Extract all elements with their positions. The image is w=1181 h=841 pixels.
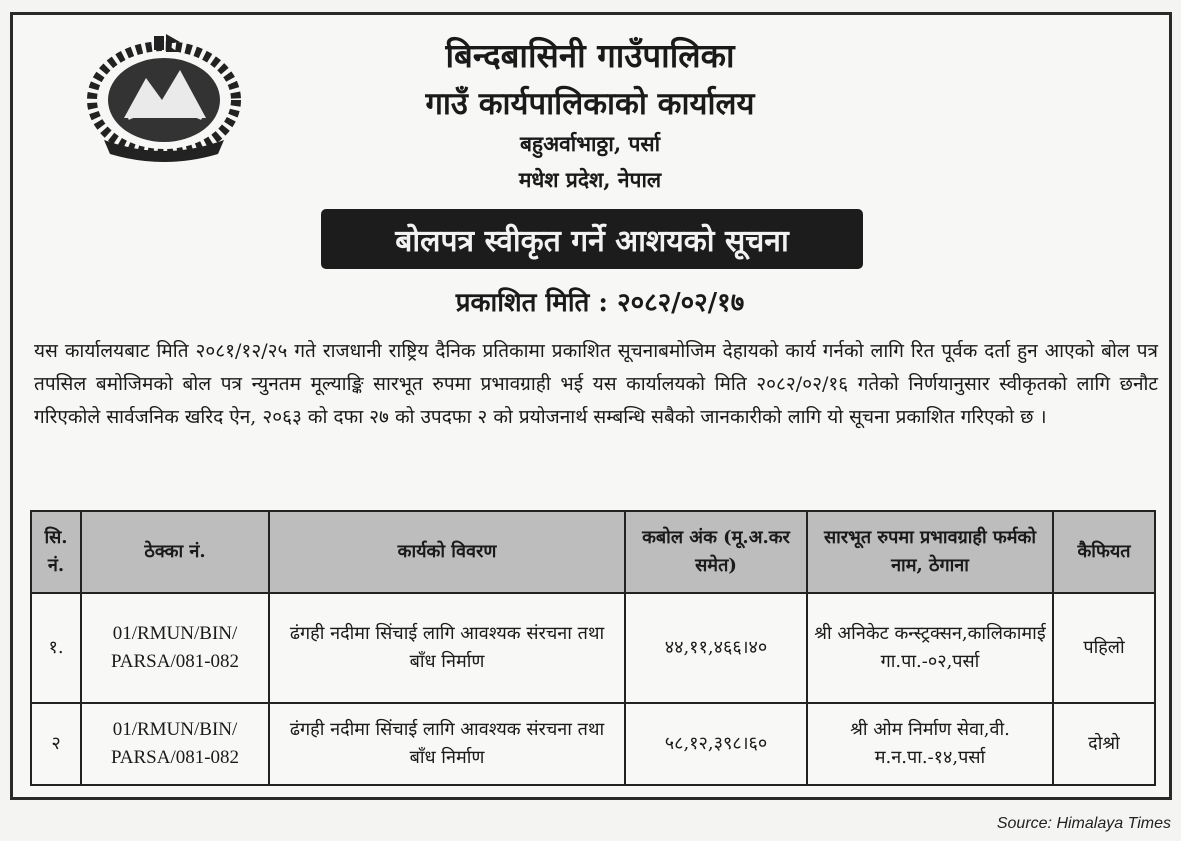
header-contract-no: ठेक्का नं. [81,511,269,593]
cell-sn: २ [31,703,81,785]
cell-bid-amount: ५८,१२,३९८।६० [625,703,807,785]
published-date: प्रकाशित मिति : २०८२/०२/१७ [455,288,745,318]
cell-bidder: श्री ओम निर्माण सेवा,वी. म.न.पा.-१४,पर्सा [807,703,1053,785]
office-name: बिन्दबासिनी गाउँपालिका [445,36,735,75]
cell-bidder: श्री अनिकेट कन्स्ट्रक्सन,कालिकामाई गा.पा.-०२,पर्सा [807,593,1053,703]
nepal-emblem-icon [84,30,244,162]
header-description: कार्यको विवरण [269,511,625,593]
address-line-1: बहुअर्वाभाठ्ठा, पर्सा [519,131,661,156]
header-sn: सि. नं. [31,511,81,593]
address-line-2: मधेश प्रदेश, नेपाल [518,167,662,192]
cell-description: ढंगही नदीमा सिंचाई लागि आवश्यक संरचना तथा बाँध निर्माण [269,593,625,703]
cell-bid-amount: ४४,११,४६६।४० [625,593,807,703]
cell-contract-no: 01/RMUN/BIN/ PARSA/081-082 [81,593,269,703]
source-credit: Source: Himalaya Times [996,815,1171,832]
bid-table [30,510,1156,786]
table-header-row [31,511,1155,593]
office-subtitle: गाउँ कार्यपालिकाको कार्यालय [425,86,755,122]
table-row [31,703,1155,785]
cell-description: ढंगही नदीमा सिंचाई लागि आवश्यक संरचना तथा बाँध निर्माण [269,703,625,785]
header-bidder: सारभूत रुपमा प्रभावग्राही फर्मको नाम, ठेगाना [807,511,1053,593]
header-remarks: कैफियत [1053,511,1155,593]
cell-remarks: पहिलो [1053,593,1155,703]
table-row [31,593,1155,703]
cell-remarks: दोश्रो [1053,703,1155,785]
cell-contract-no: 01/RMUN/BIN/ PARSA/081-082 [81,703,269,785]
notice-body: यस कार्यालयबाट मिति २०८१/१२/२५ गते राजधानी राष्ट्रिय दैनिक प्रतिकामा प्रकाशित सूचनाबमोजिम देहायको कार्य गर्नको लागि रित पूर्वक दर्ता हुन आएको बोल पत्र तपसिल बमोजिमको बोल पत्र न्युनतम मूल्याङ्कि सारभूत रुपमा प्रभावग्राही भई यस कार्यालयको मिति २०८२/०२/१६ गतेको निर्णयानुसार स्वीकृतको लागि छनौट गरिएकोले सार्वजनिक खरिद ऐन, २०६३ को दफा २७ को उपदफा २ को प्रयोजनार्थ सम्बन्धि सबैको जानकारीको लागि यो सूचना प्रकाशित गरिएको छ । [34,340,1158,428]
notice-title: बोलपत्र स्वीकृत गर्ने आशयको सूचना [321,209,863,269]
cell-sn: १. [31,593,81,703]
header-bid-amount: कबोल अंक (मू.अ.कर समेत) [625,511,807,593]
